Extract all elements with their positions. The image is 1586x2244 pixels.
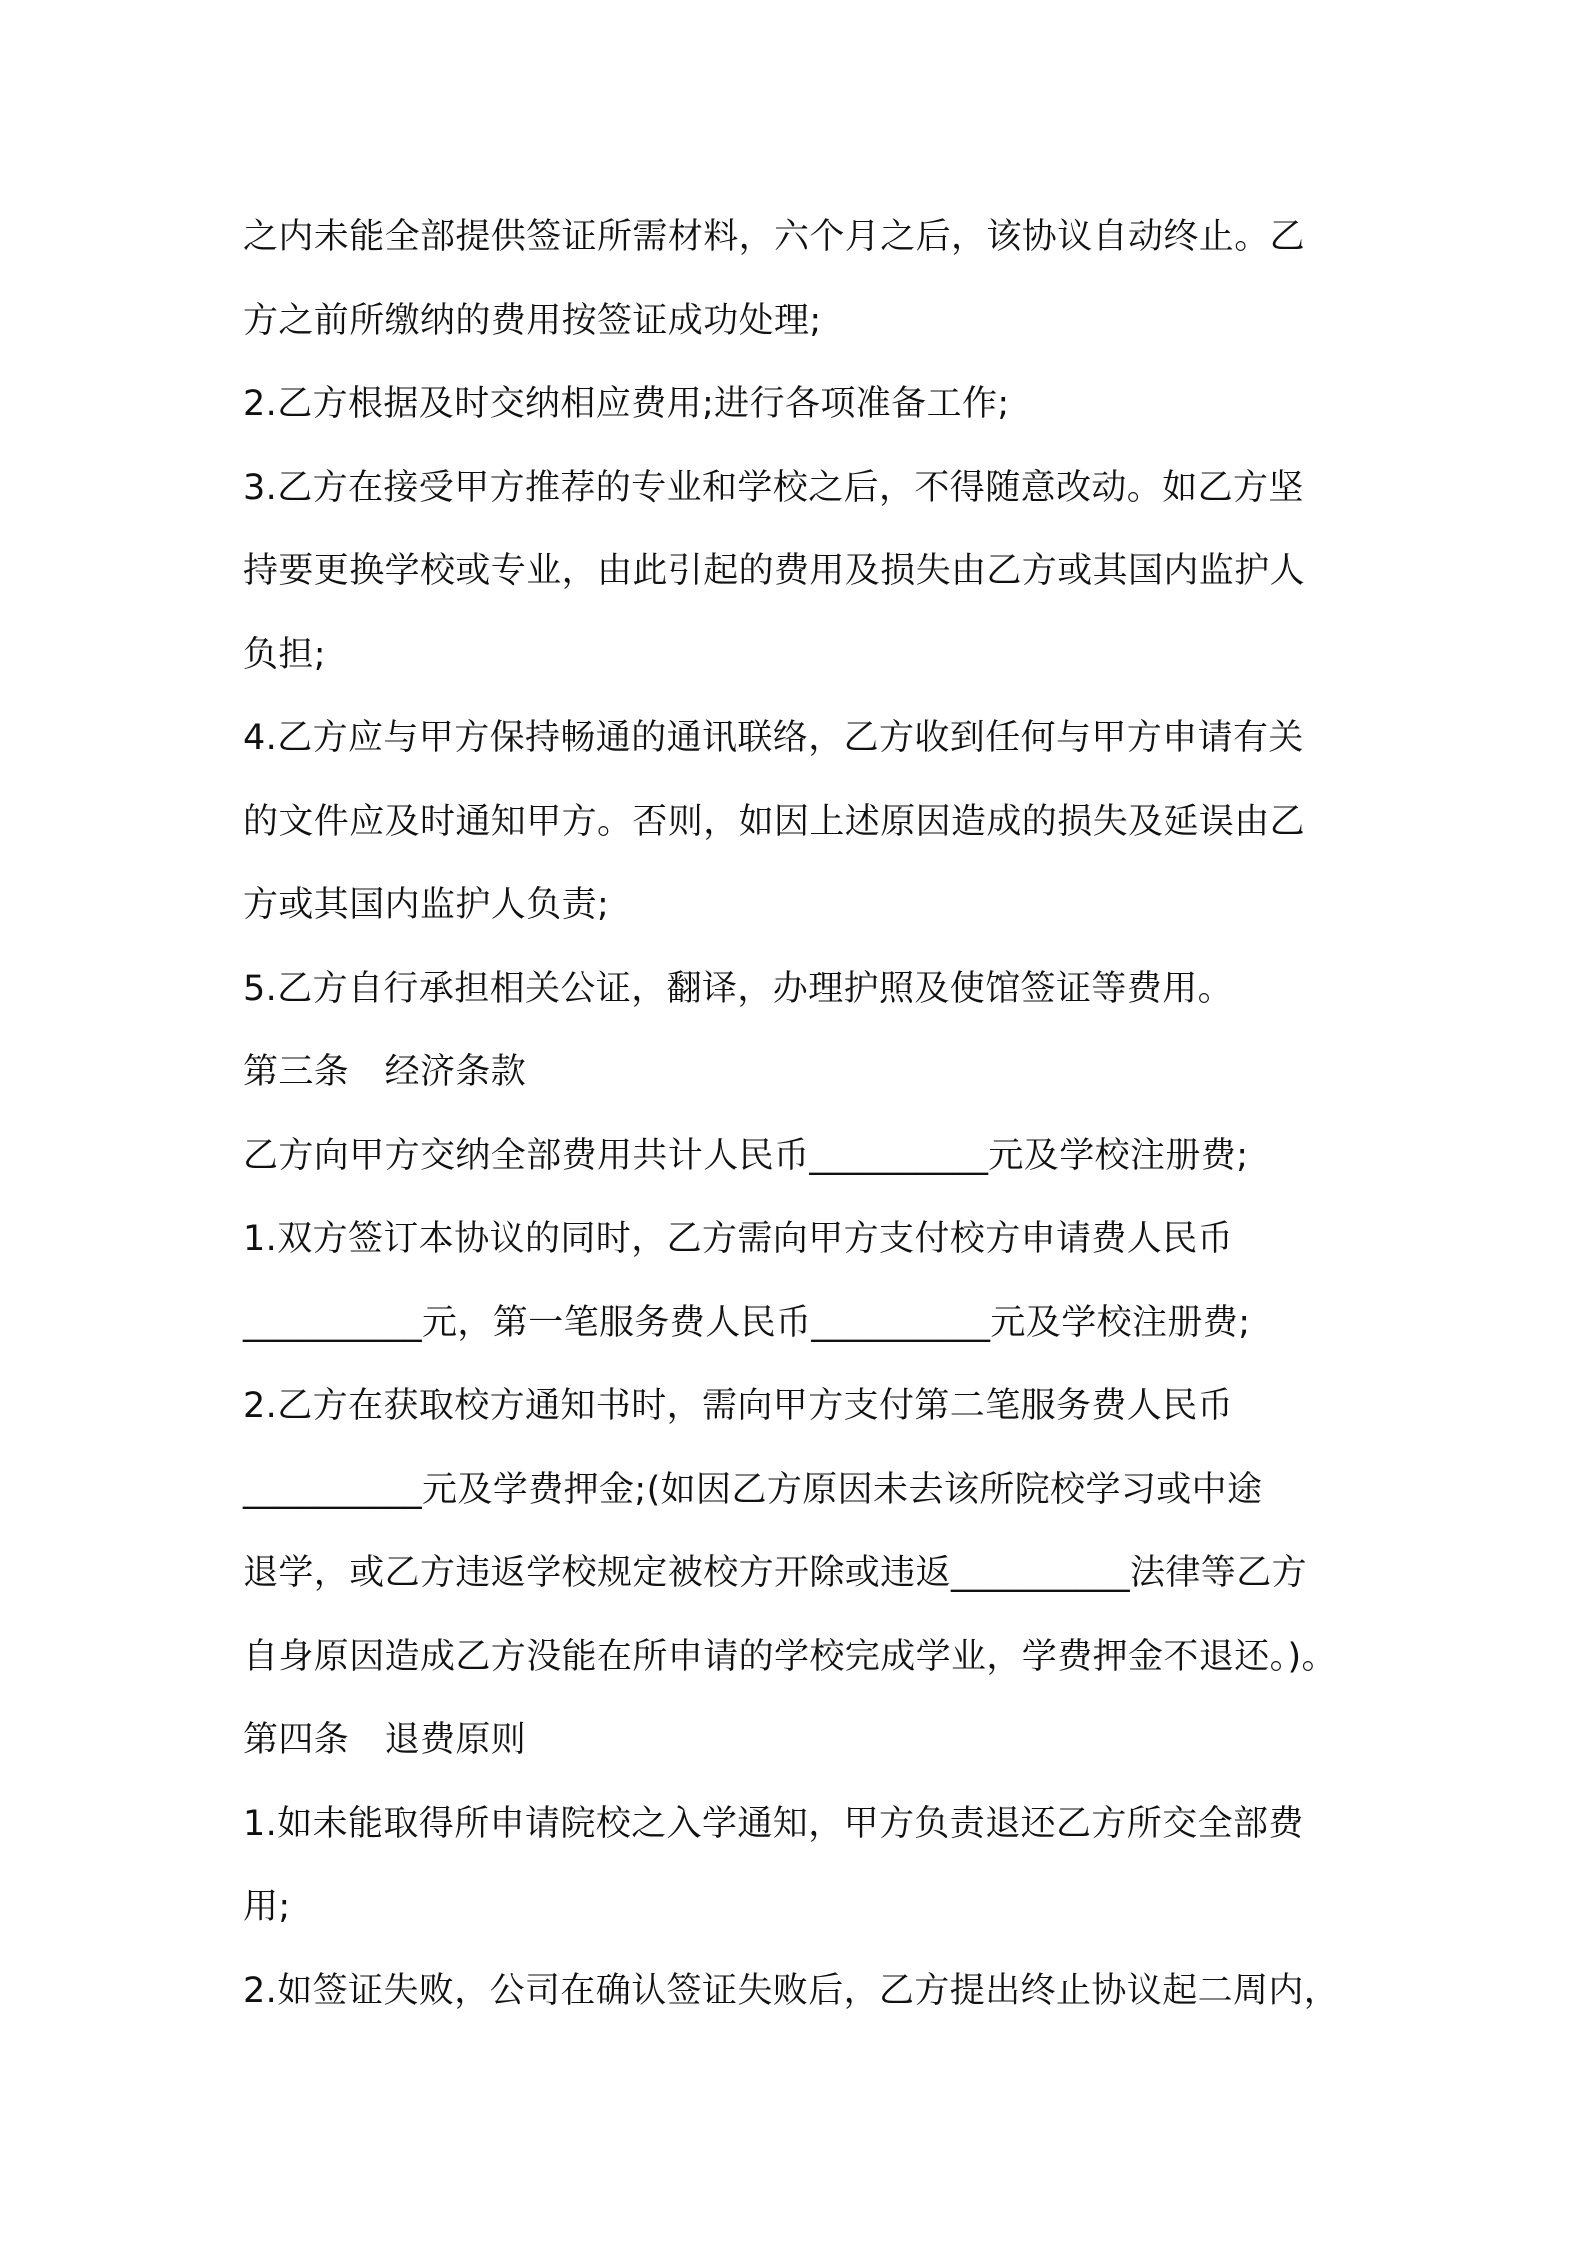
text-line: __________元及学费押金;(如因乙方原因未去该所院校学习或中途 xyxy=(243,1469,1263,1510)
text-line: 持要更换学校或专业，由此引起的费用及损失由乙方或其国内监护人 xyxy=(243,551,1306,591)
text-line: 负担; xyxy=(243,634,326,675)
section-heading-article-4: 第四条 退费原则 xyxy=(243,1720,527,1760)
text-line: 退学，或乙方违返学校规定被校方开除或违返__________法律等乙方 xyxy=(243,1553,1308,1593)
clause-item-2: 2.乙方根据及时交纳相应费用;进行各项准备工作; xyxy=(243,384,1010,424)
document-body xyxy=(243,196,1353,2033)
section-heading-article-3: 第三条 经济条款 xyxy=(243,1052,527,1092)
refund-item-1: 1.如未能取得所申请院校之入学通知，甲方负责退还乙方所交全部费 xyxy=(243,1803,1304,1844)
text-line: 自身原因造成乙方没能在所申请的学校完成学业，学费押金不退还。)。 xyxy=(243,1636,1337,1677)
text-line: 的文件应及时通知甲方。否则，如因上述原因造成的损失及延误由乙 xyxy=(243,801,1306,842)
fee-item-2: 2.乙方在获取校方通知书时，需向甲方支付第二笔服务费人民币 xyxy=(243,1386,1233,1426)
text-line: __________元，第一笔服务费人民币__________元及学校注册费; xyxy=(243,1302,1251,1343)
text-line: 乙方向甲方交纳全部费用共计人民币__________元及学校注册费; xyxy=(243,1135,1249,1176)
text-line: 用; xyxy=(243,1887,291,1927)
text-line: 方或其国内监护人负责; xyxy=(243,885,610,925)
refund-item-2: 2.如签证失败，公司在确认签证失败后，乙方提出终止协议起二周内， xyxy=(243,1970,1340,2011)
clause-item-4: 4.乙方应与甲方保持畅通的通讯联络，乙方收到任何与甲方申请有关 xyxy=(243,718,1304,758)
fee-item-1: 1.双方签订本协议的同时，乙方需向甲方支付校方申请费人民币 xyxy=(243,1219,1233,1259)
clause-item-3: 3.乙方在接受甲方推荐的专业和学校之后，不得随意改动。如乙方坚 xyxy=(243,467,1304,508)
text-line: 方之前所缴纳的费用按签证成功处理; xyxy=(243,300,822,341)
clause-item-5: 5.乙方自行承担相关公证，翻译，办理护照及使馆签证等费用。 xyxy=(243,968,1233,1009)
text-line: 之内未能全部提供签证所需材料，六个月之后，该协议自动终止。乙 xyxy=(243,217,1306,257)
